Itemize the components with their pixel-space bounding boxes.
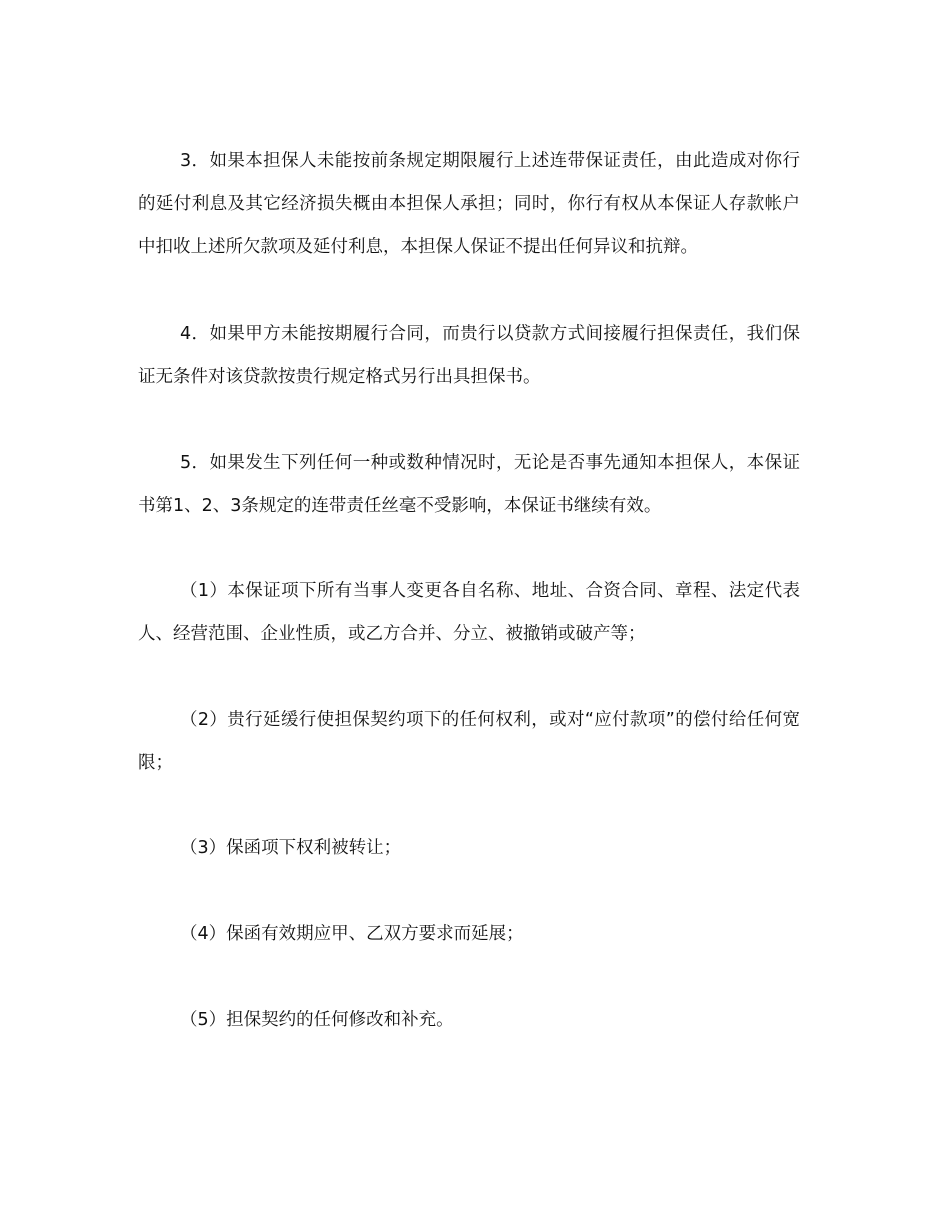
paragraph-item-2: （2）贵行延缓行使担保契约项下的任何权利，或对“应付款项”的偿付给任何宽限； — [138, 710, 800, 773]
paragraph-item-5: （5）担保契约的任何修改和补充。 — [180, 1010, 454, 1030]
paragraph-clause-5: 5．如果发生下列任何一种或数种情况时，无论是否事先通知本担保人，本保证书第1、2、3条规定的连带责任丝毫不受影响，本保证书继续有效。 — [138, 453, 800, 516]
paragraph-item-1: （1）本保证项下所有当事人变更各自名称、地址、合资合同、章程、法定代表人、经营范围、企业性质，或乙方合并、分立、被撤销或破产等； — [138, 581, 800, 644]
paragraph-clause-3: 3．如果本担保人未能按前条规定期限履行上述连带保证责任，由此造成对你行的延付利息及其它经济损失概由本担保人承担；同时，你行有权从本保证人存款帐户中扣收上述所欠款项及延付利息，本担保人保证不提出任何异议和抗辩。 — [138, 151, 800, 257]
paragraph-item-4: （4）保函有效期应甲、乙双方要求而延展； — [180, 924, 524, 944]
paragraph-clause-4: 4．如果甲方未能按期履行合同，而贵行以贷款方式间接履行担保责任，我们保证无条件对该贷款按贵行规定格式另行出具担保书。 — [138, 324, 800, 387]
paragraph-item-3: （3）保函项下权利被转让； — [180, 838, 402, 858]
